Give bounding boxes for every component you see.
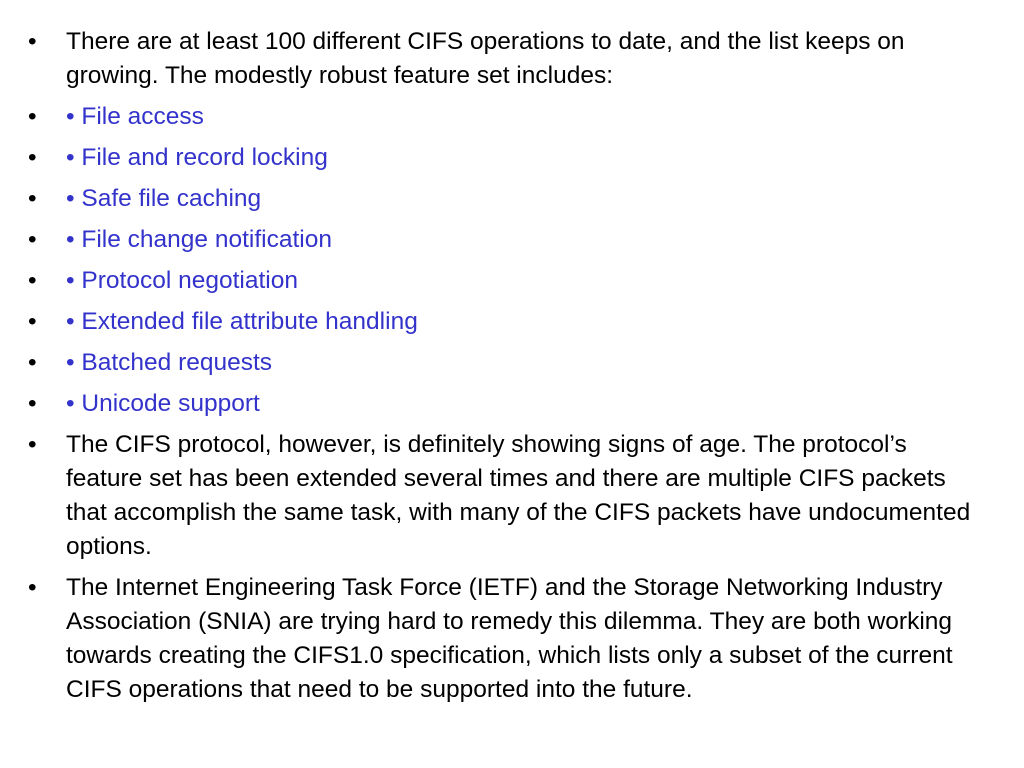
bullet-marker: •	[28, 28, 37, 55]
feature-text: • File access	[66, 103, 204, 130]
bullet-marker: •	[28, 267, 37, 294]
bullet-item-protocol-negotiation	[0, 264, 1024, 298]
bullet-item-intro	[0, 25, 1024, 93]
bullet-item-file-access	[0, 100, 1024, 134]
bullet-marker: •	[28, 349, 37, 376]
feature-text: • Extended file attribute handling	[66, 308, 418, 335]
feature-text: • Unicode support	[66, 390, 260, 417]
feature-text: • File change notification	[66, 226, 332, 253]
bullet-marker: •	[28, 431, 37, 458]
bullet-item-extended-attributes	[0, 305, 1024, 339]
feature-text: • File and record locking	[66, 144, 328, 171]
bullet-marker: •	[28, 226, 37, 253]
bullet-text: There are at least 100 different CIFS operations to date, and the list keeps on growing. The modestly robust feature set includes:	[66, 28, 905, 89]
feature-text: • Batched requests	[66, 349, 273, 376]
feature-text: • Protocol negotiation	[66, 267, 298, 294]
bullet-item-batched-requests	[0, 346, 1024, 380]
bullet-item-protocol-age	[0, 428, 1024, 564]
bullet-marker: •	[28, 103, 37, 130]
bullet-item-ietf-snia	[0, 571, 1024, 707]
bullet-item-change-notification	[0, 223, 1024, 257]
bullet-text: The Internet Engineering Task Force (IETF) and the Storage Networking Industry Association (SNIA) are trying hard to remedy this dilemma. They are both working towards creating the CIFS1.0 specification, which lists only a subset of the current CIFS operations that need to be supported into the future.	[66, 574, 953, 703]
bullet-list	[0, 25, 1024, 707]
bullet-marker: •	[28, 185, 37, 212]
bullet-item-unicode-support	[0, 387, 1024, 421]
bullet-marker: •	[28, 144, 37, 171]
slide-content	[0, 25, 1024, 765]
bullet-marker: •	[28, 308, 37, 335]
bullet-marker: •	[28, 390, 37, 417]
bullet-text: The CIFS protocol, however, is definitely showing signs of age. The protocol’s feature set has been extended several times and there are multiple CIFS packets that accomplish the same task, with many of the CIFS packets have undocumented options.	[66, 431, 971, 560]
bullet-item-file-caching	[0, 182, 1024, 216]
feature-text: • Safe file caching	[66, 185, 262, 212]
bullet-marker: •	[28, 574, 37, 601]
bullet-item-record-locking	[0, 141, 1024, 175]
